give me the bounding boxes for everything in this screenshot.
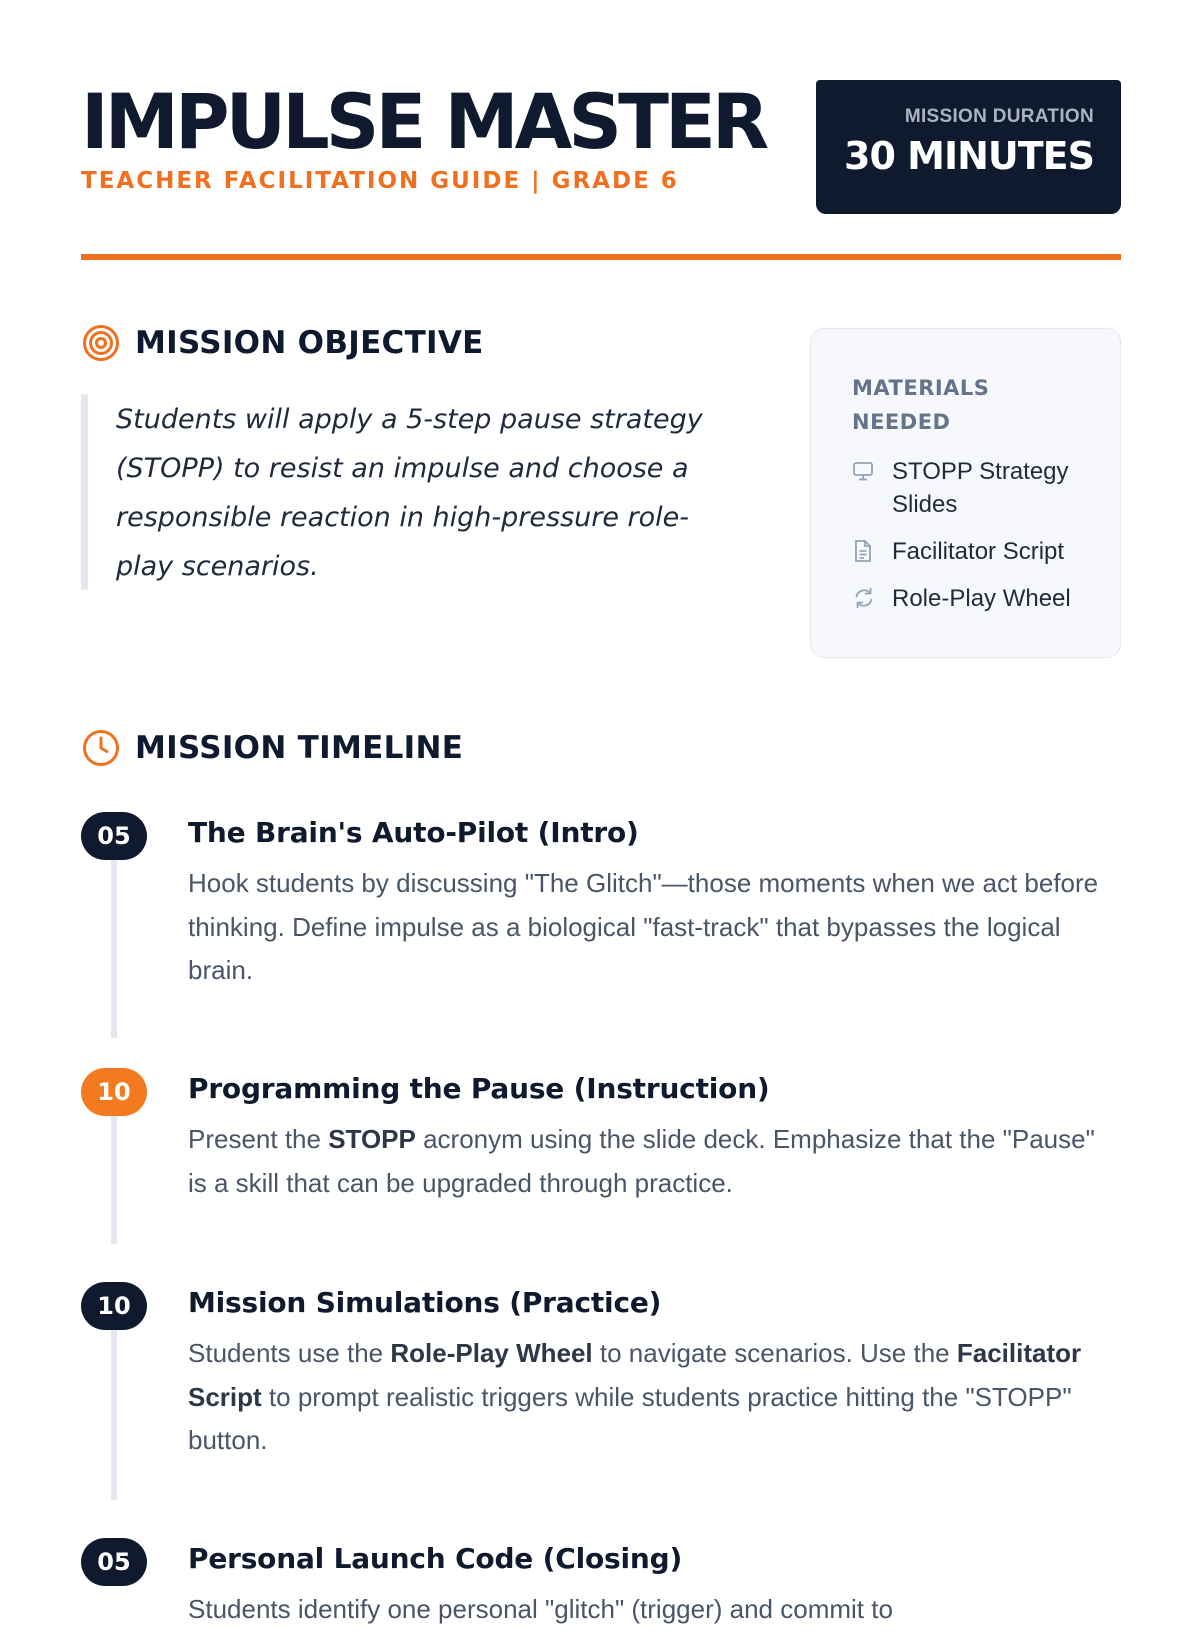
material-label: Facilitator Script	[892, 538, 1065, 565]
body-emphasis: Facilitator Script	[188, 1338, 1082, 1412]
minutes-badge: 10	[81, 1068, 147, 1116]
target-icon	[81, 323, 121, 363]
clock-icon	[81, 728, 121, 768]
material-label: Role-Play Wheel	[892, 585, 1071, 612]
timeline-item-title: Personal Launch Code (Closing)	[188, 1542, 683, 1575]
timeline-item-body	[188, 1118, 1113, 1205]
document-icon	[852, 535, 876, 567]
timeline-connector	[111, 1330, 117, 1500]
body-text: Students identify one personal "glitch" (trigger) and commit to	[188, 1594, 893, 1624]
timeline-item-title: The Brain's Auto-Pilot (Intro)	[188, 816, 639, 849]
material-item	[852, 582, 1092, 615]
timeline-heading-text: MISSION TIMELINE	[135, 730, 464, 766]
duration-box	[816, 80, 1121, 214]
materials-heading: MATERIALS NEEDED	[852, 376, 990, 434]
material-item	[852, 455, 1092, 521]
minutes-badge: 05	[81, 1538, 147, 1586]
header	[81, 77, 1121, 220]
objective-text: Students will apply a 5-step pause strategy (STOPP) to resist an impulse and choose a responsible reaction in high-pressure role-play scenarios.	[116, 404, 703, 582]
body-emphasis: Role-Play Wheel	[390, 1338, 593, 1368]
body-text: to prompt realistic triggers while students practice hitting the "STOPP" button.	[188, 1381, 1072, 1455]
body-text: acronym using the slide deck. Emphasize that the "Pause" is a skill that can be upgraded through practice.	[188, 1124, 1095, 1198]
body-text: Present the	[188, 1124, 329, 1154]
body-emphasis: STOPP	[328, 1124, 416, 1154]
timeline-connector	[111, 1116, 117, 1244]
objective-heading	[81, 323, 484, 363]
timeline-connector	[111, 860, 117, 1038]
material-label: STOPP Strategy Slides	[892, 458, 1069, 518]
timeline-item-body	[188, 1332, 1113, 1463]
body-text: to navigate scenarios. Use the	[592, 1338, 957, 1368]
refresh-icon	[852, 582, 876, 614]
timeline-item-body	[188, 1588, 1113, 1632]
minutes-badge: 05	[81, 812, 147, 860]
timeline-item-title: Programming the Pause (Instruction)	[188, 1072, 770, 1105]
monitor-icon	[852, 455, 876, 487]
material-item	[852, 535, 1092, 568]
timeline-heading	[81, 728, 463, 768]
timeline-item-body	[188, 862, 1113, 993]
duration-label: MISSION DURATION	[904, 106, 1094, 127]
page-title: IMPULSE MASTER	[81, 77, 766, 166]
materials-panel	[810, 328, 1121, 658]
header-divider	[81, 254, 1121, 260]
minutes-badge: 10	[81, 1282, 147, 1330]
page-subtitle: TEACHER FACILITATION GUIDE | GRADE 6	[81, 168, 679, 194]
body-text: Students use the	[188, 1338, 391, 1368]
duration-value: 30 MINUTES	[844, 134, 1094, 178]
timeline-item-title: Mission Simulations (Practice)	[188, 1286, 662, 1319]
objective-quote	[81, 394, 741, 590]
objective-heading-text: MISSION OBJECTIVE	[135, 325, 484, 361]
body-text: Hook students by discussing "The Glitch"—those moments when we act before thinking. Define impulse as a biological "fast-track" that bypasses the logical brain.	[188, 868, 1099, 985]
